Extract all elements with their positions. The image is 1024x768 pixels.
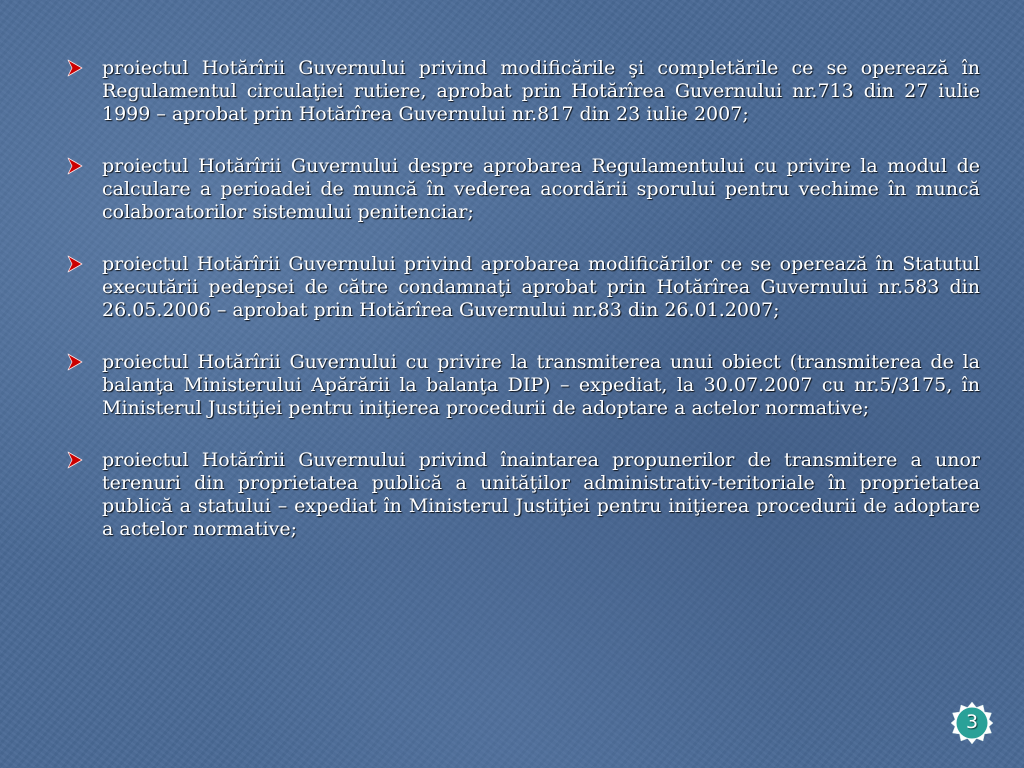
arrowhead-bullet-icon bbox=[67, 255, 83, 273]
bullet-text: proiectul Hotărîrii Guvernului privind modificările şi completările ce se operează în Regulamentul circulaţiei rutiere, aprobat prin Hotărîrea Guvernului nr.713 din 27 iulie 1999 – aprobat prin Hotărîrea Guvernului nr.817 din 23 iulie 2007; bbox=[102, 57, 980, 125]
bullet-text: proiectul Hotărîrii Guvernului cu privire la transmiterea unui obiect (transmiterea de la balanţa Ministerului Apărării la balanţa DIP) – expediat, la 30.07.2007 cu nr.5/3175, în Ministerul Justiţiei pentru iniţierea procedurii de adoptare a actelor normative; bbox=[102, 351, 980, 419]
bullet-text: proiectul Hotărîrii Guvernului privind înaintarea propunerilor de transmitere a unor terenuri din proprietatea publică a unităţilor administrativ-teritoriale în proprietatea publică a statului – expediat în Ministerul Justiţiei pentru iniţierea procedurii de adoptare a actelor normative; bbox=[102, 449, 980, 540]
bullet-item bbox=[64, 155, 980, 224]
bullet-item bbox=[64, 351, 980, 420]
bullet-item bbox=[64, 253, 980, 322]
arrowhead-bullet-icon bbox=[67, 59, 83, 77]
bullet-item bbox=[64, 57, 980, 126]
bullet-text: proiectul Hotărîrii Guvernului privind aprobarea modificărilor ce se operează în Statutul executării pedepsei de către condamnaţi aprobat prin Hotărîrea Guvernului nr.583 din 26.05.2006 – aprobat prin Hotărîrea Guvernului nr.83 din 26.01.2007; bbox=[102, 253, 980, 321]
bullet-text: proiectul Hotărîrii Guvernului despre aprobarea Regulamentului cu privire la modul de calculare a perioadei de muncă în vederea acordării sporului pentru vechime în muncă colaboratorilor sistemului penitenciar; bbox=[102, 155, 980, 223]
arrowhead-bullet-icon bbox=[67, 157, 83, 175]
bullet-list bbox=[64, 57, 980, 570]
bullet-item bbox=[64, 449, 980, 541]
page-number-badge bbox=[950, 701, 994, 745]
arrowhead-bullet-icon bbox=[67, 353, 83, 371]
page-number: 3 bbox=[965, 711, 979, 733]
arrowhead-bullet-icon bbox=[67, 451, 83, 469]
